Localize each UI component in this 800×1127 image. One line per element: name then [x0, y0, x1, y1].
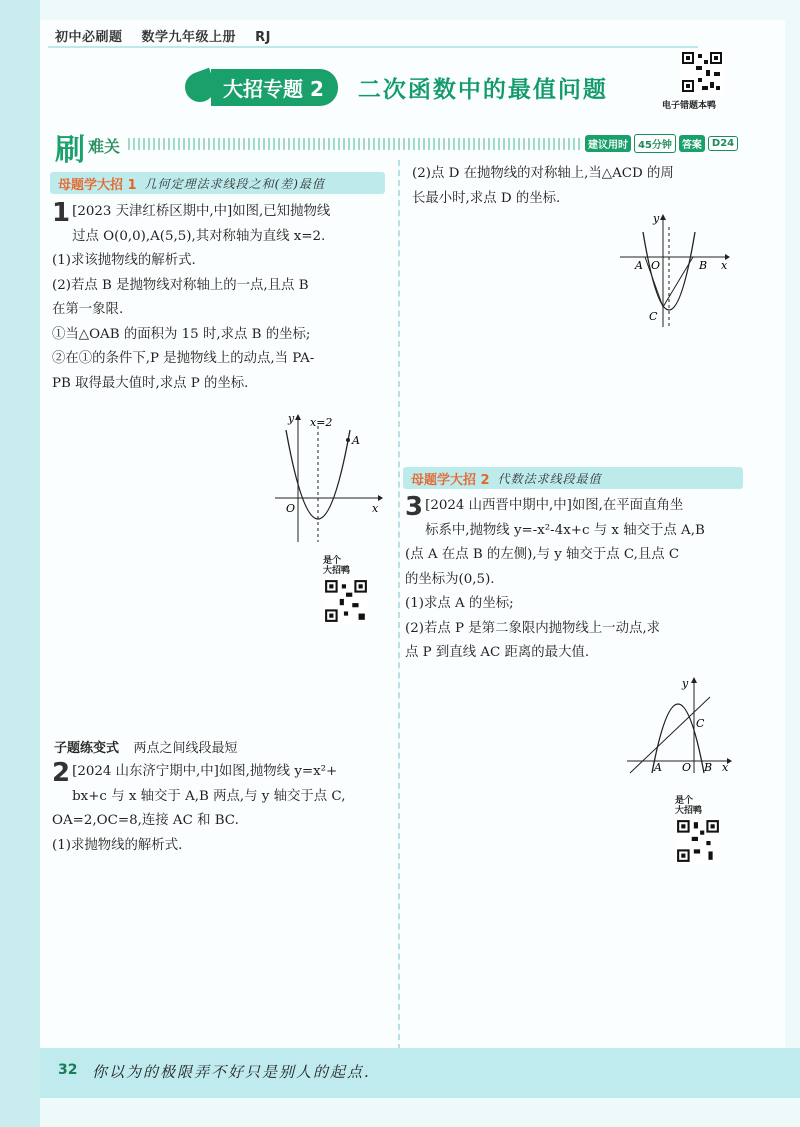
o-label: O: [651, 259, 661, 272]
question-number: 1: [52, 198, 71, 228]
left-margin-band: [0, 0, 40, 1127]
q2-line: [2024 山东济宁期中,中]如图,抛物线 y=x²+: [72, 764, 338, 779]
qr-code-icon[interactable]: [675, 818, 721, 864]
origin-label: O: [286, 502, 296, 515]
footer-motto: 你以为的极限弄不好只是别人的起点.: [92, 1063, 371, 1081]
time-value: 45分钟: [634, 134, 676, 153]
q1-line: PB 取得最大值时,求点 P 的坐标.: [52, 375, 249, 391]
running-header: [55, 26, 285, 45]
y-axis-arrow: [295, 414, 301, 420]
answer-label: 答案: [679, 135, 705, 152]
y-label: y: [288, 412, 295, 425]
question-1: [52, 200, 392, 396]
method-key: 母题学大招 2: [411, 472, 490, 488]
o-label: O: [682, 761, 692, 774]
q2-line: (1)求抛物线的解析式.: [52, 837, 183, 853]
q1-line: [2023 天津红桥区期中,中]如图,已知抛物线: [72, 204, 331, 219]
q3-line: 的坐标为(0,5).: [405, 571, 495, 587]
qr-code-icon[interactable]: [323, 578, 369, 624]
qr-label: 电子错题本鸭: [662, 101, 717, 111]
point-a: [346, 438, 350, 442]
y-label: y: [653, 212, 660, 225]
method-desc: 代数法求线段最值: [497, 471, 602, 486]
topic-tag: 大招专题 2: [211, 69, 338, 106]
point-a-label: A: [352, 434, 360, 447]
method-desc: 几何定理法求线段之和(差)最值: [144, 176, 325, 191]
y-axis-arrow: [660, 214, 666, 220]
qr-block-1: [323, 556, 369, 628]
header-rule: [48, 46, 698, 48]
q3-line: (1)求点 A 的坐标;: [405, 596, 514, 611]
line-label: x=2: [310, 416, 333, 429]
subject-name: 数学九年级上册: [141, 30, 237, 45]
q3-line: (2)若点 P 是第二象限内抛物线上一动点,求: [405, 620, 660, 636]
question-number: 3: [405, 492, 424, 522]
subtopic-heading: [54, 737, 238, 756]
qr-code-icon[interactable]: [680, 50, 724, 94]
graph-question-3: [622, 675, 737, 775]
page-footer: [40, 1048, 800, 1098]
topic-title: 二次函数中的最值问题: [357, 76, 608, 103]
method-bar-2: [403, 467, 743, 489]
a-label: A: [635, 259, 643, 272]
time-label: 建议用时: [585, 135, 631, 152]
q2c-line: (2)点 D 在抛物线的对称轴上,当△ACD 的周: [412, 166, 674, 181]
q1-line: 在第一象限.: [52, 302, 124, 317]
q3-line: [2024 山西晋中期中,中]如图,在平面直角坐: [425, 498, 684, 513]
method-key: 母题学大招 1: [58, 177, 137, 193]
graph-question-1: [270, 412, 385, 547]
book-name: 初中必刷题: [55, 30, 123, 45]
q2c-line: 长最小时,求点 D 的坐标.: [412, 190, 561, 206]
qr-block-2: [675, 796, 721, 868]
q2-line: OA=2,OC=8,连接 AC 和 BC.: [52, 813, 239, 828]
hatch-decoration: [128, 138, 580, 150]
x-axis-arrow: [378, 495, 383, 501]
time-answer-box: [585, 134, 738, 153]
column-divider: [398, 160, 400, 1050]
q1-line: (2)若点 B 是抛物线对称轴上的一点,且点 B: [52, 277, 309, 293]
edition: RJ: [255, 30, 271, 45]
question-number: 2: [52, 758, 71, 788]
q2-line: bx+c 与 x 轴交于 A,B 两点,与 y 轴交于点 C,: [72, 788, 346, 804]
y-label: y: [682, 677, 689, 690]
y-axis-arrow: [691, 677, 697, 683]
q1-line: ①当△OAB 的面积为 15 时,求点 B 的坐标;: [52, 326, 311, 342]
subtopic-desc: 两点之间线段最短: [133, 741, 238, 756]
line-ac: [630, 697, 713, 774]
subtopic-key: 子题练变式: [54, 741, 120, 756]
q3-line: 点 P 到直线 AC 距离的最大值.: [405, 645, 590, 660]
c-label: C: [696, 717, 705, 730]
b-label: B: [704, 761, 713, 774]
qr-caption: 是个 大招鸭: [675, 796, 703, 816]
difficulty-level: 难关: [88, 137, 121, 156]
q1-line: ②在①的条件下,P 是抛物线上的动点,当 PA-: [52, 351, 315, 366]
question-2-continued: [412, 162, 762, 211]
shua-mark: 刷: [55, 133, 85, 168]
c-label: C: [649, 310, 658, 323]
x-label: x: [722, 761, 729, 774]
qr-caption: 是个 大招鸭: [323, 556, 351, 576]
method-bar-1: [50, 172, 385, 194]
topic-banner: [185, 70, 608, 104]
graph-question-2: [615, 212, 735, 332]
x-label: x: [721, 259, 728, 272]
q3-line: 标系中,抛物线 y=-x²-4x+c 与 x 轴交于点 A,B: [425, 522, 705, 538]
q1-line: (1)求该抛物线的解析式.: [52, 253, 196, 268]
answer-code: D24: [708, 136, 738, 151]
x-label: x: [372, 502, 379, 515]
q1-line: 过点 O(0,0),A(5,5),其对称轴为直线 x=2.: [72, 228, 326, 244]
page-number: 32: [58, 1062, 78, 1078]
b-label: B: [699, 259, 708, 272]
question-3: [405, 494, 755, 666]
q3-line: (点 A 在点 B 的左侧),与 y 轴交于点 C,且点 C: [405, 547, 680, 562]
question-2: [52, 760, 392, 858]
a-label: A: [654, 761, 662, 774]
